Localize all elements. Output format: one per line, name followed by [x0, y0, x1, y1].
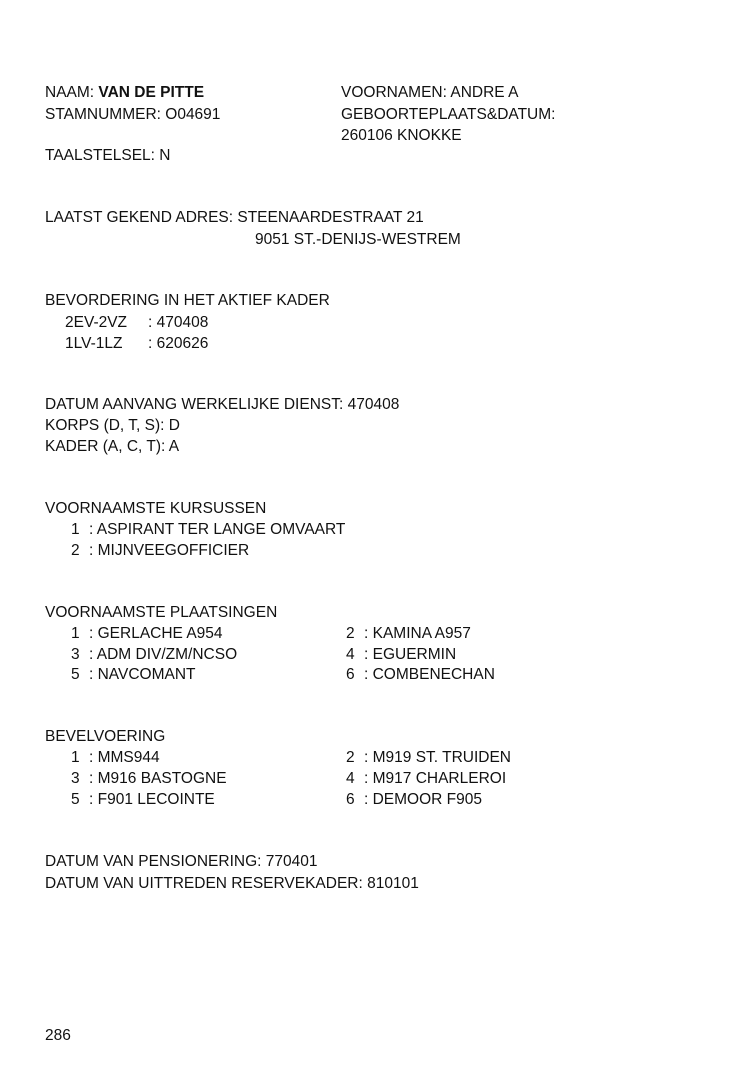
list-item: 5 : NAVCOMANT: [71, 666, 196, 683]
kader: KADER (A, C, T): A: [45, 438, 180, 455]
list-item: 3 : ADM DIV/ZM/NCSO: [71, 646, 238, 663]
list-item: 2 : M919 ST. TRUIDEN: [346, 749, 512, 766]
bevelvoering-title: BEVELVOERING: [45, 728, 166, 745]
bevordering-rank: 2EV-2VZ: [65, 314, 128, 331]
naam-value: VAN DE PITTE: [98, 84, 205, 101]
list-item: 2 : KAMINA A957: [346, 625, 471, 642]
geboorte-value: 260106 KNOKKE: [341, 127, 462, 144]
plaatsingen-title: VOORNAAMSTE PLAATSINGEN: [45, 604, 278, 621]
bevordering-date: : 620626: [148, 335, 209, 352]
list-item: 2 : MIJNVEEGOFFICIER: [71, 542, 250, 559]
geboorte-label: GEBOORTEPLAATS&DATUM:: [341, 106, 556, 123]
kursussen-title: VOORNAAMSTE KURSUSSEN: [45, 500, 267, 517]
list-item: 5 : F901 LECOINTE: [71, 791, 215, 808]
uittreden-reservekader: DATUM VAN UITTREDEN RESERVEKADER: 810101: [45, 875, 419, 892]
bevordering-title: BEVORDERING IN HET AKTIEF KADER: [45, 292, 330, 309]
list-item: 1 : MMS944: [71, 749, 160, 766]
aanvang-dienst: DATUM AANVANG WERKELIJKE DIENST: 470408: [45, 396, 400, 413]
list-item: 4 : M917 CHARLEROI: [346, 770, 507, 787]
bevordering-date: : 470408: [148, 314, 209, 331]
korps: KORPS (D, T, S): D: [45, 417, 180, 434]
adres-line-1: LAATST GEKEND ADRES: STEENAARDESTRAAT 21: [45, 209, 424, 226]
pensionering: DATUM VAN PENSIONERING: 770401: [45, 853, 318, 870]
bevordering-rank: 1LV-1LZ: [65, 335, 123, 352]
list-item: 1 : GERLACHE A954: [71, 625, 223, 642]
list-item: 6 : COMBENECHAN: [346, 666, 495, 683]
taalstelsel: TAALSTELSEL: N: [45, 147, 171, 164]
naam-line: [45, 85, 204, 101]
adres-line-2: 9051 ST.-DENIJS-WESTREM: [255, 231, 461, 248]
naam-label: NAAM:: [45, 84, 95, 101]
list-item: 4 : EGUERMIN: [346, 646, 457, 663]
list-item: 1 : ASPIRANT TER LANGE OMVAART: [71, 521, 346, 538]
list-item: 6 : DEMOOR F905: [346, 791, 482, 808]
stamnummer: STAMNUMMER: O04691: [45, 106, 221, 123]
page-number: 286: [45, 1027, 71, 1044]
list-item: 3 : M916 BASTOGNE: [71, 770, 227, 787]
voornamen: VOORNAMEN: ANDRE A: [341, 84, 519, 101]
